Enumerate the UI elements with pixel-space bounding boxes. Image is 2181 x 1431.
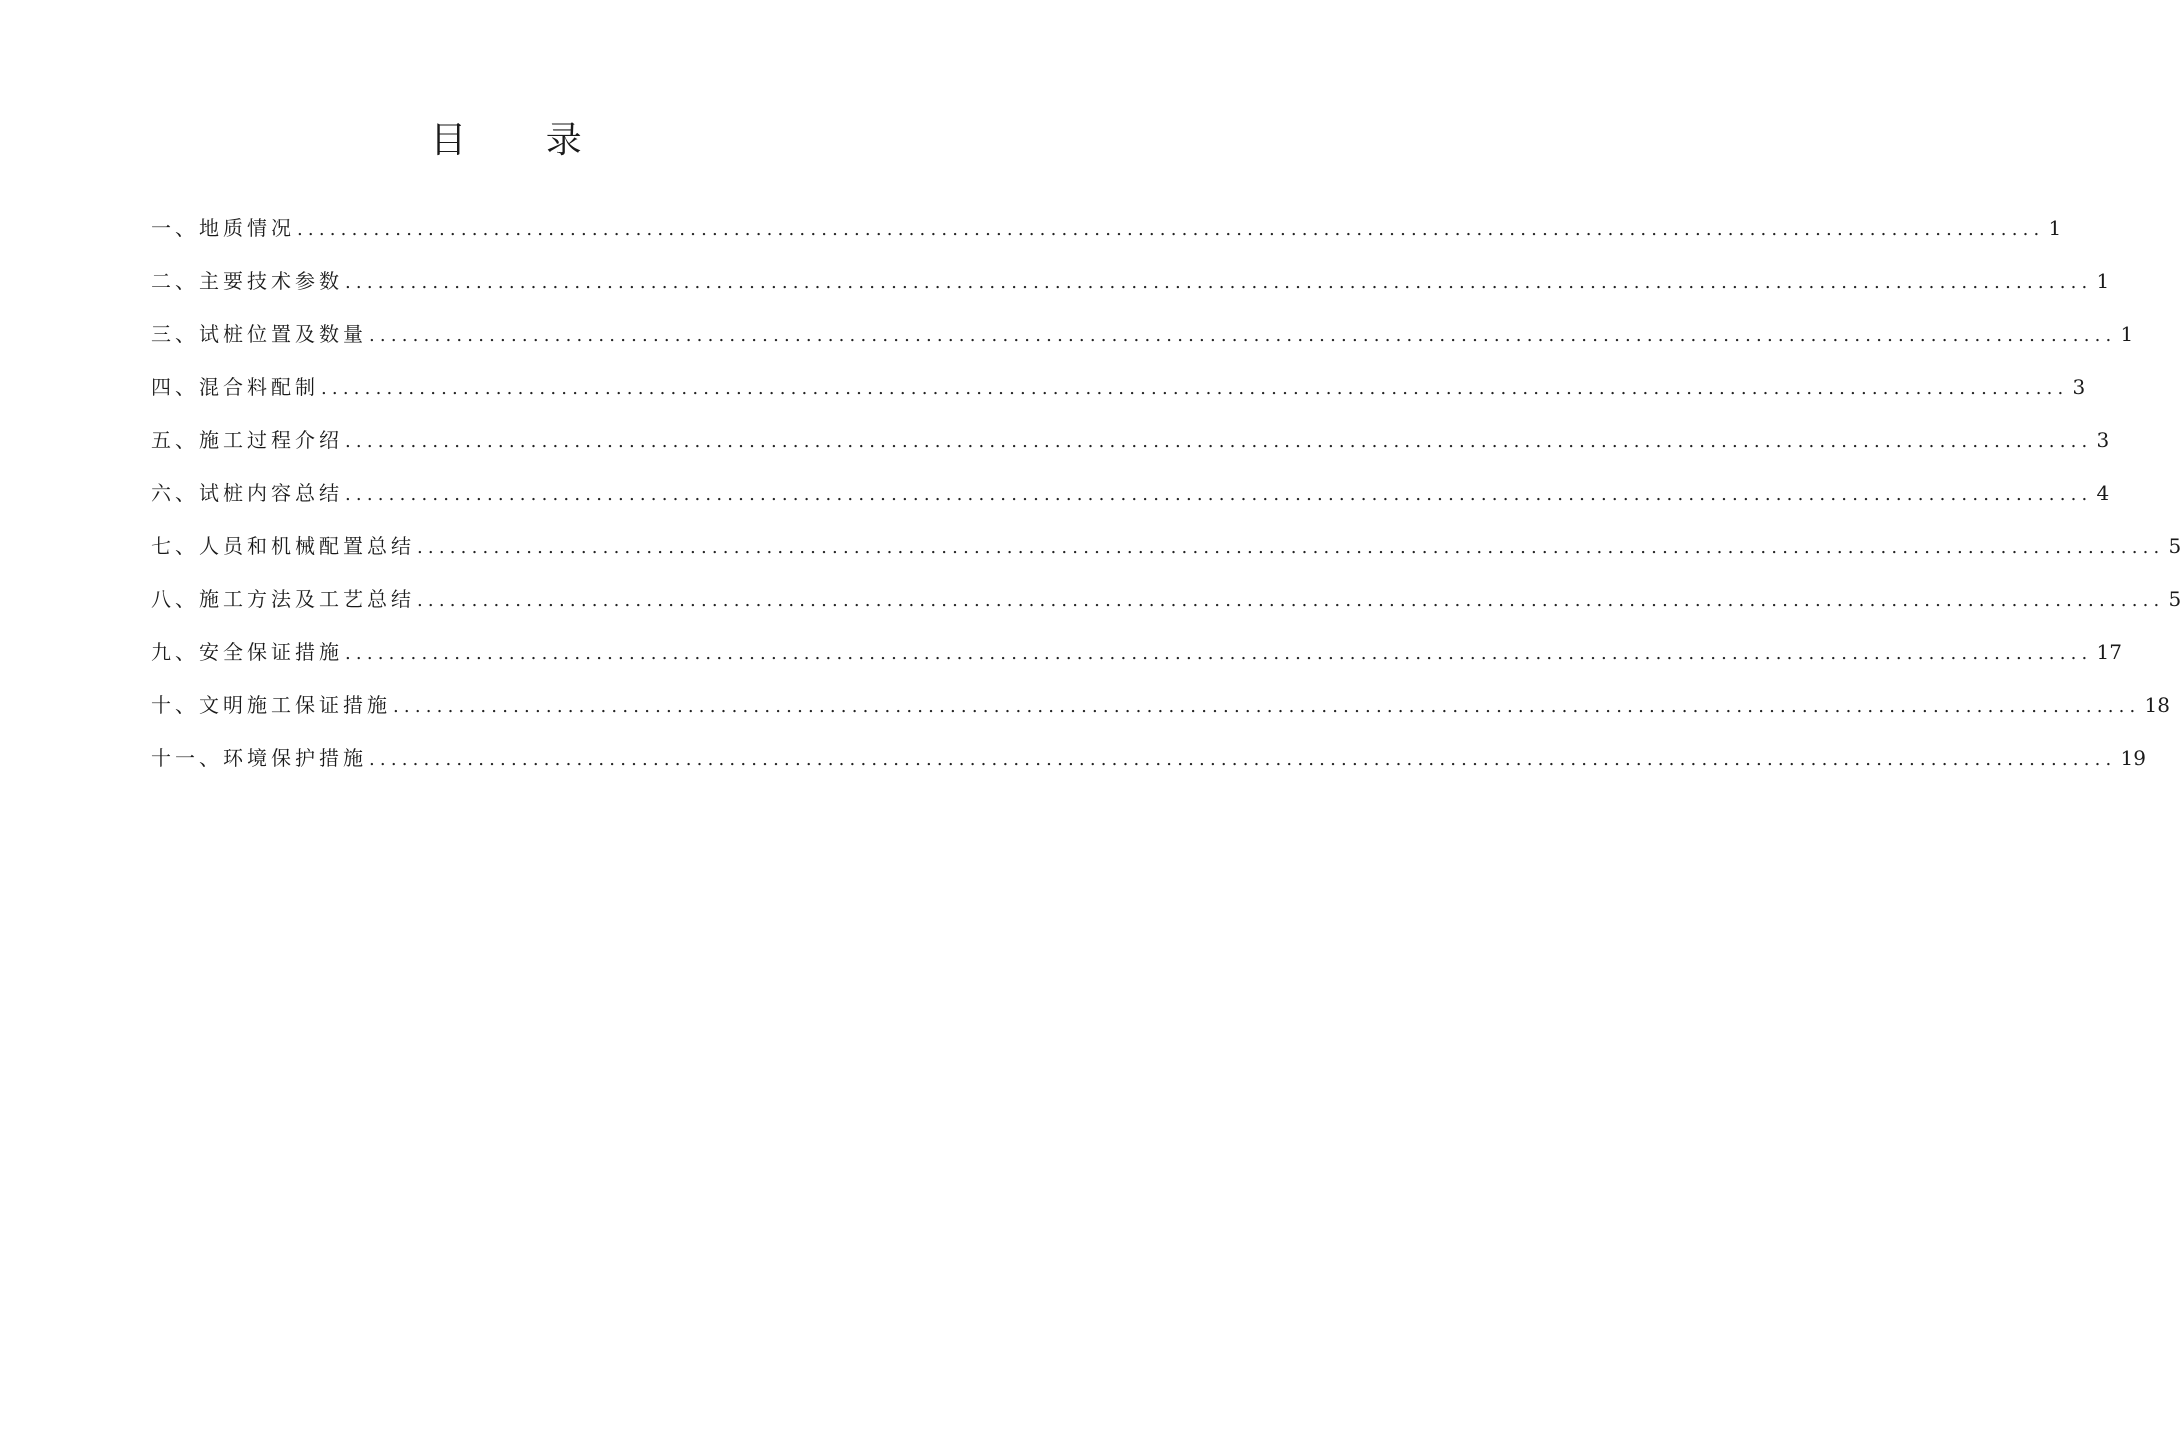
toc-entry[interactable] [151,365,2086,418]
toc-entry-page: 1 [2120,322,2134,346]
toc-entry-label: 五、施工过程介绍 [151,428,343,452]
toc-dot-leader: ................................................................................................................................................................ [369,325,2117,346]
toc-entry[interactable] [151,736,2146,789]
toc-entry-page: 5 [2168,534,2181,558]
toc-list [151,206,2181,789]
toc-dot-leader: ................................................................................................................................................................ [393,696,2141,717]
toc-entry[interactable] [151,418,2110,471]
toc-entry[interactable] [151,524,2181,577]
toc-entry[interactable] [151,471,2110,524]
toc-dot-leader: ................................................................................................................................................................ [417,590,2165,611]
toc-entry-label: 三、试桩位置及数量 [151,322,367,346]
toc-dot-leader: ................................................................................................................................................................ [321,378,2069,399]
toc-entry-label: 六、试桩内容总结 [151,481,343,505]
toc-title: 目 录 [430,120,616,161]
toc-entry-label: 四、混合料配制 [151,375,319,399]
toc-dot-leader: ................................................................................................................................................................ [297,219,2045,240]
toc-entry[interactable] [151,630,2122,683]
toc-entry-page: 1 [2048,216,2062,240]
toc-entry[interactable] [151,259,2110,312]
toc-entry-label: 十一、环境保护措施 [151,746,367,770]
toc-entry-page: 1 [2096,269,2110,293]
toc-dot-leader: ................................................................................................................................................................ [345,272,2093,293]
toc-entry-label: 十、文明施工保证措施 [151,693,391,717]
toc-entry-page: 5 [2168,587,2181,611]
toc-entry-page: 3 [2096,428,2110,452]
toc-entry-label: 一、地质情况 [151,216,295,240]
toc-dot-leader: ................................................................................................................................................................ [345,484,2093,505]
toc-entry-label: 七、人员和机械配置总结 [151,534,415,558]
toc-entry-page: 18 [2144,693,2170,717]
toc-dot-leader: ................................................................................................................................................................ [345,431,2093,452]
toc-entry-page: 4 [2096,481,2110,505]
toc-entry-page: 19 [2120,746,2146,770]
toc-entry[interactable] [151,683,2170,736]
toc-dot-leader: ................................................................................................................................................................ [345,643,2093,664]
toc-dot-leader: ................................................................................................................................................................ [369,749,2117,770]
toc-entry-page: 17 [2096,640,2122,664]
toc-entry-page: 3 [2072,375,2086,399]
toc-entry[interactable] [151,206,2062,259]
toc-entry[interactable] [151,577,2181,630]
toc-entry-label: 二、主要技术参数 [151,269,343,293]
toc-entry-label: 九、安全保证措施 [151,640,343,664]
toc-dot-leader: ................................................................................................................................................................ [417,537,2165,558]
toc-entry-label: 八、施工方法及工艺总结 [151,587,415,611]
toc-entry[interactable] [151,312,2134,365]
